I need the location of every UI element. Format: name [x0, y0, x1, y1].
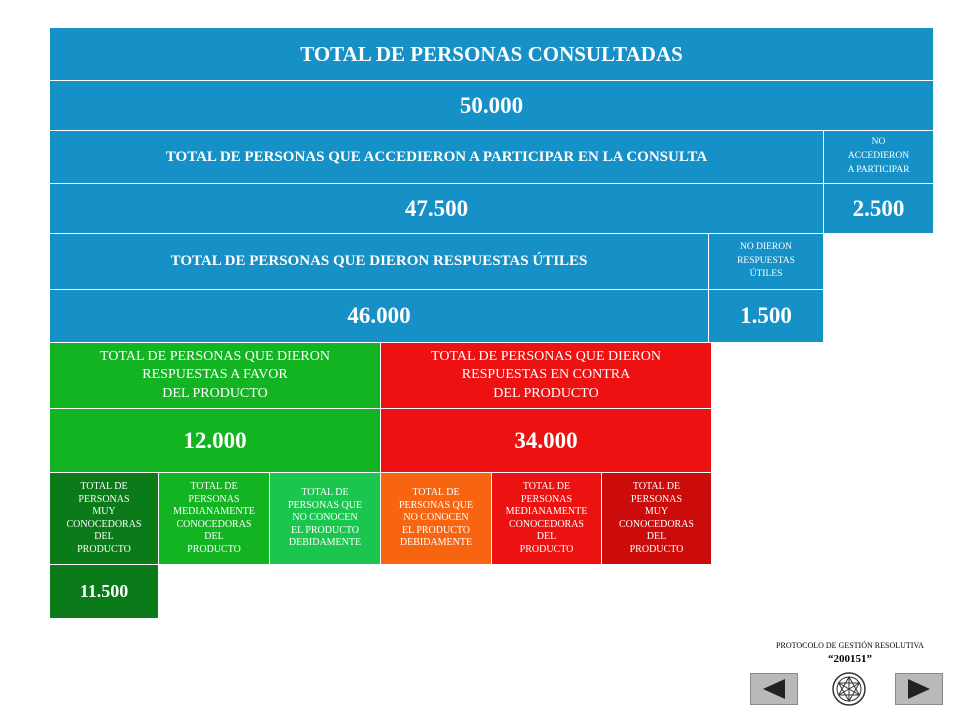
favor-not-knowledgeable-label-text: TOTAL DE PERSONAS QUE NO CONOCEN EL PRODUCTO DEBIDAMENTE	[287, 487, 363, 549]
against-moderately-knowledgeable-label	[492, 473, 602, 565]
previous-button[interactable]	[750, 673, 798, 705]
not-useful-answers-value	[709, 290, 824, 343]
total-consulted-title	[50, 28, 934, 81]
favor-very-knowledgeable-label	[50, 473, 159, 565]
total-consulted-value	[50, 81, 934, 131]
against-answers-label	[381, 343, 712, 409]
favor-moderately-knowledgeable-label	[159, 473, 270, 565]
against-very-knowledgeable-label-text: TOTAL DE PERSONAS MUY CONOCEDORAS DEL PRODUCTO	[618, 481, 694, 555]
not-useful-answers-label-text: NO DIERON RESPUESTAS ÚTILES	[737, 241, 795, 280]
not-useful-answers-value-text: 1.500	[740, 303, 792, 328]
favor-very-knowledgeable-value-text: 11.500	[79, 581, 129, 601]
accepted-participation-label-text: TOTAL DE PERSONAS QUE ACCEDIERON A PARTICIPAR EN LA CONSULTA	[165, 148, 708, 165]
total-consulted-title-text: TOTAL DE PERSONAS CONSULTADAS	[300, 41, 683, 66]
against-answers-label-text: TOTAL DE PERSONAS QUE DIERON RESPUESTAS EN CONTRA DEL PRODUCTO	[431, 349, 661, 401]
declined-participation-label-text: NO ACCEDIERON A PARTICIPAR	[847, 137, 910, 175]
against-answers-value	[381, 409, 712, 473]
home-button[interactable]	[830, 670, 868, 708]
accepted-participation-value	[50, 184, 824, 234]
against-answers-value-text: 34.000	[514, 427, 578, 453]
declined-participation-value-text: 2.500	[852, 195, 905, 221]
triangle-right-icon	[906, 678, 932, 700]
triangle-left-icon	[761, 678, 787, 700]
favor-not-knowledgeable-label	[270, 473, 381, 565]
useful-answers-label-text: TOTAL DE PERSONAS QUE DIERON RESPUESTAS ÚTILES	[170, 253, 588, 269]
next-button[interactable]	[895, 673, 943, 705]
favor-very-knowledgeable-value	[50, 565, 159, 619]
favor-answers-value-text: 12.000	[183, 427, 247, 453]
favor-moderately-knowledgeable-label-text: TOTAL DE PERSONAS MEDIANAMENTE CONOCEDORAS DEL PRODUCTO	[173, 481, 255, 555]
accepted-participation-value-text: 47.500	[404, 195, 469, 221]
against-not-knowledgeable-label	[381, 473, 492, 565]
against-moderately-knowledgeable-label-text: TOTAL DE PERSONAS MEDIANAMENTE CONOCEDORAS DEL PRODUCTO	[505, 481, 588, 555]
protocol-label: PROTOCOLO DE GESTIÓN RESOLUTIVA	[776, 641, 924, 650]
accepted-participation-label	[50, 131, 824, 184]
favor-very-knowledgeable-label-text: TOTAL DE PERSONAS MUY CONOCEDORAS DEL PRODUCTO	[66, 481, 142, 555]
favor-answers-value	[50, 409, 381, 473]
against-not-knowledgeable-label-text: TOTAL DE PERSONAS QUE NO CONOCEN EL PRODUCTO DEBIDAMENTE	[398, 487, 474, 549]
useful-answers-value-text: 46.000	[347, 303, 411, 328]
useful-answers-label	[50, 234, 709, 290]
favor-answers-label-text: TOTAL DE PERSONAS QUE DIERON RESPUESTAS A FAVOR DEL PRODUCTO	[100, 349, 330, 401]
declined-participation-value	[824, 184, 934, 234]
compass-star-icon	[831, 671, 867, 707]
protocol-code: “200151”	[828, 653, 872, 665]
useful-answers-value	[50, 290, 709, 343]
not-useful-answers-label	[709, 234, 824, 290]
favor-answers-label	[50, 343, 381, 409]
declined-participation-label	[824, 131, 934, 184]
against-very-knowledgeable-label	[602, 473, 712, 565]
total-consulted-value-text: 50.000	[459, 92, 524, 118]
